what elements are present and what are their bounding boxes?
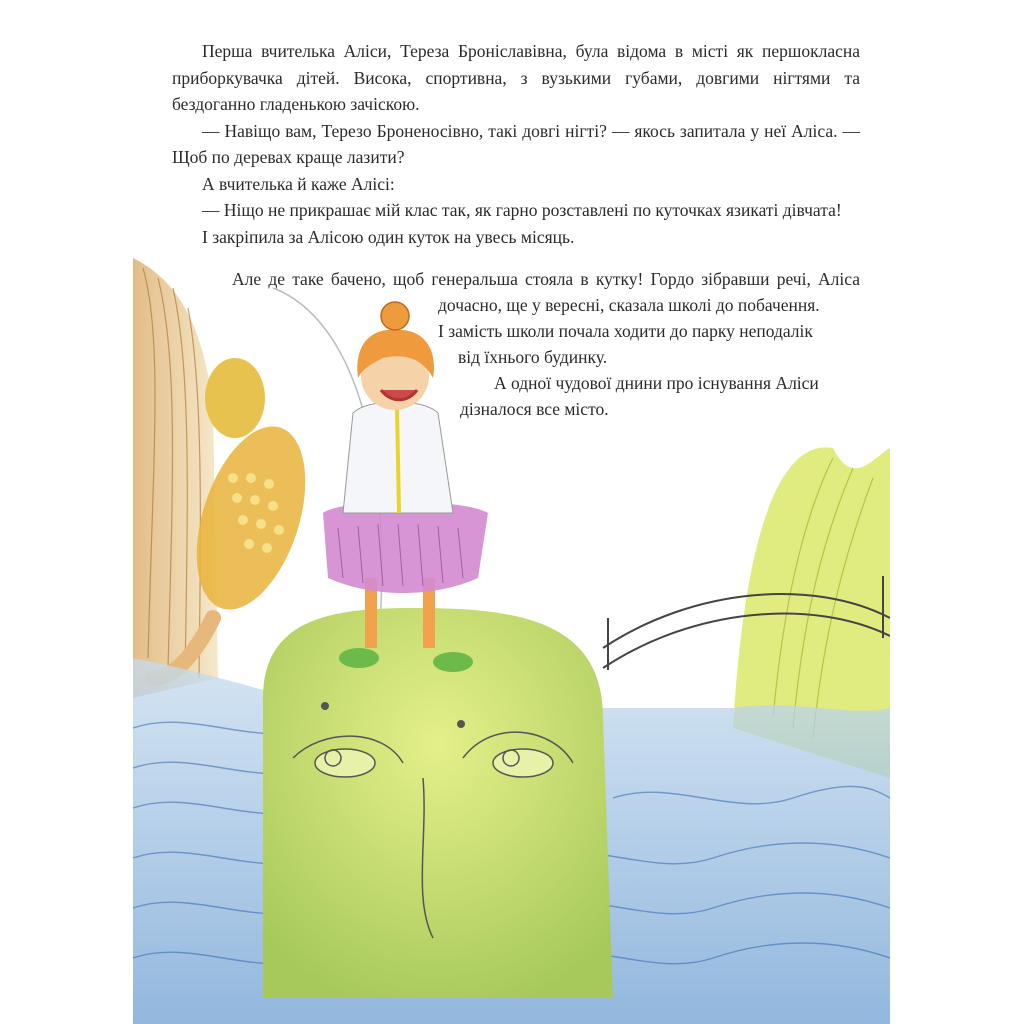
illustration: [133, 258, 890, 1024]
wrapped-line: дізналося все місто.: [460, 399, 609, 419]
wrapped-line: І замість школи почала ходити до парку неподалік: [438, 321, 813, 341]
wrapped-line: А одної чудової днини про існування Аліси: [494, 373, 819, 393]
wrapped-line: від їхнього будинку.: [458, 347, 608, 367]
wrapped-line: Але де таке бачено, щоб генеральша стояла в кутку! Гордо зібравши речі, Аліса: [232, 269, 860, 289]
paragraph-2: — Навіщо вам, Терезо Броненосівно, такі довгі нігті? — якось запитала у неї Аліса. — Щоб по деревах краще лазити?: [172, 120, 860, 167]
paragraph-4: — Ніщо не прикрашає мій клас так, як гарно розставлені по куточках язикаті дівчата!: [202, 200, 842, 220]
text-block: [172, 38, 860, 250]
wrapped-line: дочасно, ще у вересні, сказала школі до побачення.: [438, 295, 820, 315]
paragraph-5: І закріпила за Алісою один куток на увесь місяць.: [202, 226, 575, 247]
paragraph-1: Перша вчителька Аліси, Тереза Броніславівна, була відома в місті як першокласна приборкувачка дітей. Висока, спортивна, з вузькими губами, довгими нігтями та бездоганно гладенькою зачіскою.: [172, 41, 860, 114]
paragraph-3: А вчителька й каже Алісі:: [202, 173, 395, 194]
